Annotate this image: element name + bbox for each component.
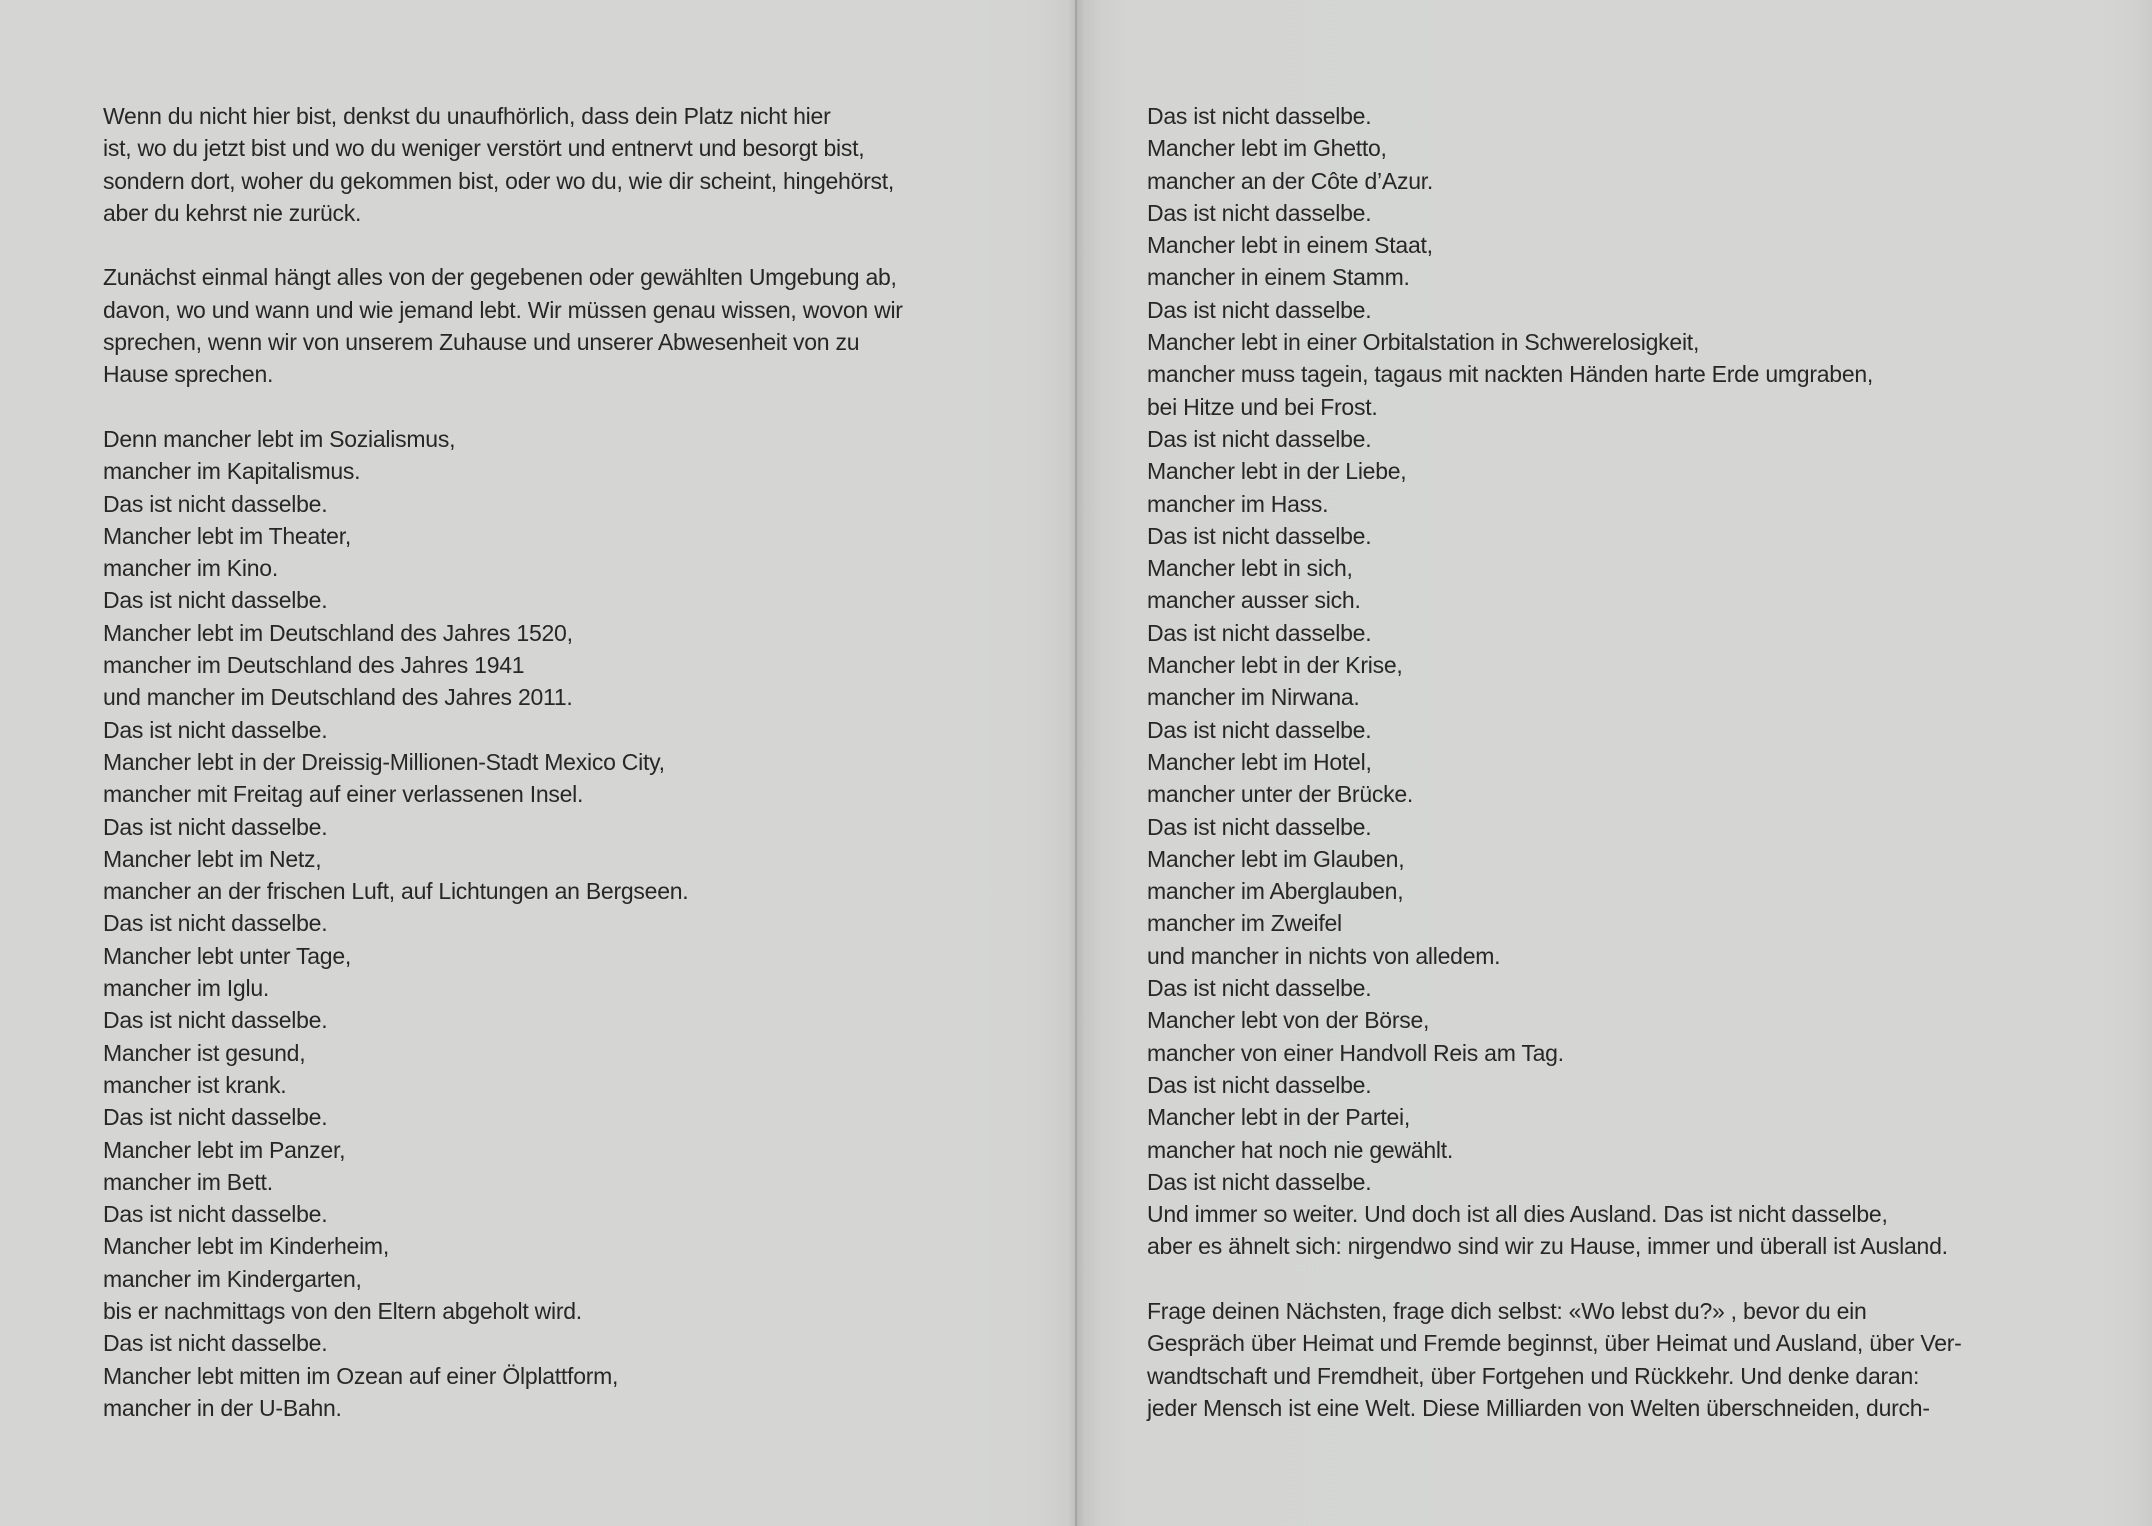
text-line: mancher im Aberglauben, xyxy=(1147,878,1404,905)
text-line: und mancher im Deutschland des Jahres 2011. xyxy=(103,684,573,711)
text-line: sondern dort, woher du gekommen bist, oder wo du, wie dir scheint, hingehörst, xyxy=(103,167,895,194)
text-line: mancher in der U-Bahn. xyxy=(103,1394,342,1421)
text-line: Frage deinen Nächsten, frage dich selbst: «Wo lebst du?» , bevor du ein xyxy=(1147,1297,1867,1324)
text-line: mancher im Hass. xyxy=(1147,490,1329,517)
text-line: Mancher lebt im Glauben, xyxy=(1147,845,1405,872)
text-line: Das ist nicht dasselbe. xyxy=(1147,619,1372,646)
text-line: mancher unter der Brücke. xyxy=(1147,781,1414,808)
text-line: Gespräch über Heimat und Fremde beginnst, über Heimat und Ausland, über Ver- xyxy=(1147,1330,1962,1357)
text-line: Mancher ist gesund, xyxy=(103,1039,306,1066)
text-line: mancher im Nirwana. xyxy=(1147,684,1360,711)
text-line: mancher im Deutschland des Jahres 1941 xyxy=(103,652,525,679)
text-line: Das ist nicht dasselbe. xyxy=(1147,813,1372,840)
text-line: Mancher lebt unter Tage, xyxy=(103,942,352,969)
text-line: Das ist nicht dasselbe. xyxy=(103,1007,328,1034)
text-line: bis er nachmittags von den Eltern abgeholt wird. xyxy=(103,1297,582,1324)
text-line: Das ist nicht dasselbe. xyxy=(103,490,328,517)
text-line: Wenn du nicht hier bist, denkst du unaufhörlich, dass dein Platz nicht hier xyxy=(103,103,831,129)
text-line: Das ist nicht dasselbe. xyxy=(103,1104,328,1131)
text-line: mancher ist krank. xyxy=(103,1071,287,1098)
text-line: Mancher lebt im Panzer, xyxy=(103,1136,346,1163)
text-line: mancher von einer Handvoll Reis am Tag. xyxy=(1147,1039,1564,1066)
text-line: mancher in einem Stamm. xyxy=(1147,264,1410,291)
text-line: Das ist nicht dasselbe. xyxy=(1147,522,1372,549)
text-line: mancher im Zweifel xyxy=(1147,910,1342,937)
text-line: Mancher lebt im Theater, xyxy=(103,522,351,549)
text-line: mancher im Kapitalismus. xyxy=(103,458,361,485)
text-line: davon, wo und wann und wie jemand lebt. Wir müssen genau wissen, wovon wir xyxy=(103,296,903,323)
text-line: Denn mancher lebt im Sozialismus, xyxy=(103,425,456,452)
text-line xyxy=(1147,1263,1962,1295)
text-line: Das ist nicht dasselbe. xyxy=(1147,103,1372,129)
text-line: Mancher lebt im Netz, xyxy=(103,845,322,872)
text-line: mancher an der Côte d’Azur. xyxy=(1147,167,1434,194)
text-line: mancher im Iglu. xyxy=(103,975,270,1002)
text-line: Mancher lebt in der Liebe, xyxy=(1147,458,1407,485)
text-line: und mancher in nichts von alledem. xyxy=(1147,942,1501,969)
text-line: Das ist nicht dasselbe. xyxy=(103,813,328,840)
text-line: Das ist nicht dasselbe. xyxy=(1147,1168,1372,1195)
text-line: Hause sprechen. xyxy=(103,361,274,388)
text-line: Das ist nicht dasselbe. xyxy=(103,1201,328,1228)
text-line: Mancher lebt in einem Staat, xyxy=(1147,232,1433,259)
text-line: wandtschaft und Fremdheit, über Fortgehen und Rückkehr. Und denke daran: xyxy=(1147,1362,1920,1389)
right-page xyxy=(1076,0,2152,1526)
text-line: Mancher lebt mitten im Ozean auf einer Ölplattform, xyxy=(103,1362,619,1389)
text-line: Das ist nicht dasselbe. xyxy=(1147,296,1372,323)
text-line: mancher im Bett. xyxy=(103,1168,273,1195)
text-line: aber du kehrst nie zurück. xyxy=(103,199,362,226)
text-line: ist, wo du jetzt bist und wo du weniger verstört und entnervt und besorgt bist, xyxy=(103,135,865,162)
page-gutter-fold xyxy=(1075,0,1077,1526)
text-line: Das ist nicht dasselbe. xyxy=(1147,975,1372,1002)
text-line: Das ist nicht dasselbe. xyxy=(1147,716,1372,743)
text-line: Mancher lebt im Hotel, xyxy=(1147,748,1372,775)
text-line: Mancher lebt in der Partei, xyxy=(1147,1104,1410,1131)
text-line: Das ist nicht dasselbe. xyxy=(103,910,328,937)
text-line: jeder Mensch ist eine Welt. Diese Milliarden von Welten überschneiden, durch- xyxy=(1147,1394,1930,1421)
text-line: Das ist nicht dasselbe. xyxy=(103,1330,328,1357)
text-line: mancher mit Freitag auf einer verlassenen Insel. xyxy=(103,781,584,808)
text-line: bei Hitze und bei Frost. xyxy=(1147,393,1378,420)
text-line: Mancher lebt im Kinderheim, xyxy=(103,1233,389,1260)
text-line: Mancher lebt in der Dreissig-Millionen-Stadt Mexico City, xyxy=(103,748,665,775)
text-line: Das ist nicht dasselbe. xyxy=(1147,1071,1372,1098)
text-line: aber es ähnelt sich: nirgendwo sind wir zu Hause, immer und überall ist Ausland. xyxy=(1147,1233,1948,1260)
text-line: mancher an der frischen Luft, auf Lichtungen an Bergseen. xyxy=(103,878,689,905)
text-line: mancher ausser sich. xyxy=(1147,587,1361,614)
text-line: Mancher lebt im Deutschland des Jahres 1520, xyxy=(103,619,573,646)
text-line: Das ist nicht dasselbe. xyxy=(103,587,328,614)
text-line: mancher im Kindergarten, xyxy=(103,1265,362,1292)
text-line: Mancher lebt von der Börse, xyxy=(1147,1007,1430,1034)
text-line: Mancher lebt in der Krise, xyxy=(1147,652,1403,679)
text-line: sprechen, wenn wir von unserem Zuhause und unserer Abwesenheit von zu xyxy=(103,329,860,356)
text-line xyxy=(103,229,903,261)
text-line: Mancher lebt im Ghetto, xyxy=(1147,135,1387,162)
text-line: Mancher lebt in sich, xyxy=(1147,555,1353,582)
text-line: mancher hat noch nie gewählt. xyxy=(1147,1136,1454,1163)
text-line: Das ist nicht dasselbe. xyxy=(103,716,328,743)
text-line: mancher im Kino. xyxy=(103,555,278,582)
text-line: Und immer so weiter. Und doch ist all dies Ausland. Das ist nicht dasselbe, xyxy=(1147,1201,1888,1228)
text-line: Zunächst einmal hängt alles von der gegebenen oder gewählten Umgebung ab, xyxy=(103,264,897,291)
text-line: mancher muss tagein, tagaus mit nackten Händen harte Erde umgraben, xyxy=(1147,361,1874,388)
text-line xyxy=(103,391,903,423)
left-page-text xyxy=(103,100,903,1424)
text-line: Das ist nicht dasselbe. xyxy=(1147,199,1372,226)
right-page-text xyxy=(1147,100,1962,1424)
text-line: Mancher lebt in einer Orbitalstation in Schwerelosigkeit, xyxy=(1147,329,1700,356)
text-line: Das ist nicht dasselbe. xyxy=(1147,425,1372,452)
